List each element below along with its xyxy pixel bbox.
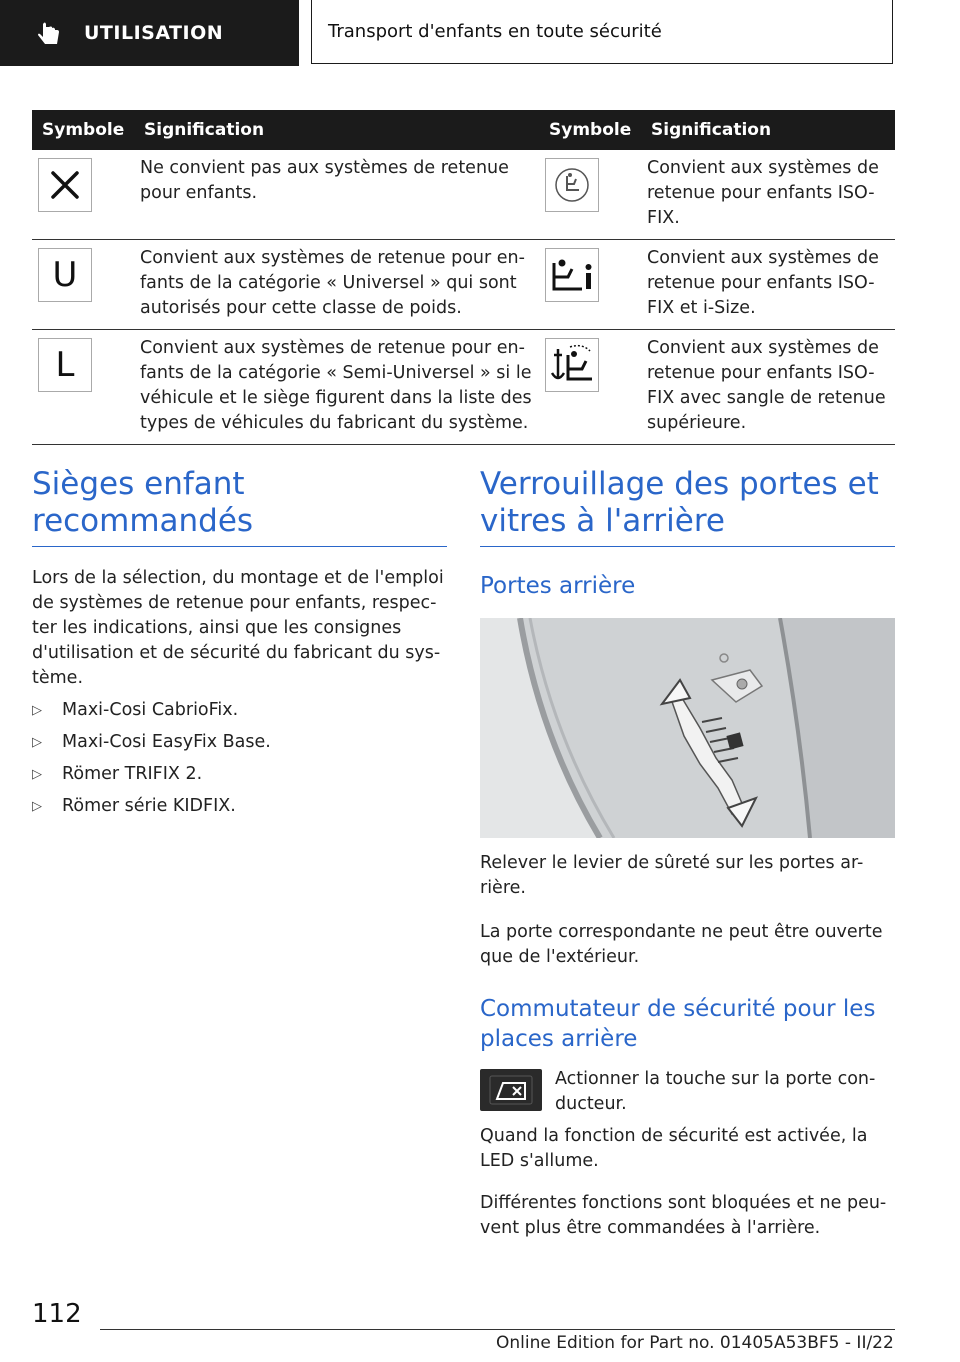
door-child-lock-lever-photo (480, 618, 895, 838)
table-cell: Convient aux systèmes de retenue pour enfants ISO-FIX. (641, 150, 895, 240)
triangle-bullet-icon: ▷ (32, 703, 42, 718)
list-item: ▷ Römer série KIDFIX. (32, 796, 236, 816)
triangle-bullet-icon: ▷ (32, 799, 42, 814)
section-tab (0, 0, 299, 66)
isofix-isize-seat-icon (545, 248, 599, 302)
chapter-header (311, 0, 893, 64)
subheading-rear-doors: Portes arrière (480, 573, 636, 599)
intro-paragraph: Lors de la sélection, du montage et de l'emploi de systèmes de retenue pour enfants, respec- ter les indications, ainsi que les consignes d'utilisation et de sécurité du fabricant du sys- tème. (32, 568, 444, 688)
isofix-top-tether-icon (545, 338, 599, 392)
paragraph-press-button: Actionner la touche sur la porte con- ducteur. (555, 1069, 876, 1114)
table-cell: Convient aux systèmes de retenue pour enfants ISO-FIX et i-Size. (641, 240, 895, 330)
paragraph-door-open: La porte correspondante ne peut être ouverte que de l'extérieur. (480, 922, 883, 967)
table-cell: Convient aux systèmes de retenue pour en-fants de la catégorie « Universel » qui sont autorisés pour cette classe de poids. (134, 240, 539, 330)
triangle-bullet-icon: ▷ (32, 767, 42, 782)
col-header-symbole-2: Symbole (539, 110, 641, 150)
chapter-title: Transport d'enfants en toute sécurité (328, 21, 662, 42)
symbol-table (32, 110, 895, 445)
window-lock-button-icon (480, 1069, 542, 1111)
section-title: UTILISATION (84, 22, 224, 44)
triangle-bullet-icon: ▷ (32, 735, 42, 750)
heading-door-window-lock: Verrouillage des portes et vitres à l'arrière (480, 466, 879, 539)
table-row (32, 330, 895, 445)
subheading-safety-switch: Commutateur de sécurité pour les places arrière (480, 996, 876, 1052)
col-header-signification-2: Signification (641, 110, 895, 150)
col-header-signification: Signification (134, 110, 539, 150)
page-number: 112 (32, 1299, 82, 1329)
list-item: ▷ Römer TRIFIX 2. (32, 764, 203, 784)
letter-u-icon: U (38, 248, 92, 302)
hand-pointer-icon (34, 18, 64, 48)
letter-l-icon: L (38, 338, 92, 392)
table-header-row (32, 110, 895, 150)
table-cell: Convient aux systèmes de retenue pour en-fants de la catégorie « Semi-Universel » si le véhicule et le siège figurent dans la liste des types de véhicules du fabricant du système. (134, 330, 539, 445)
table-cell: Convient aux systèmes de retenue pour enfants ISO-FIX avec sangle de retenue supérieure. (641, 330, 895, 445)
table-row (32, 150, 895, 240)
table-cell: Ne convient pas aux systèmes de retenue pour enfants. (134, 150, 539, 240)
isofix-seat-icon (545, 158, 599, 212)
footer-rule (100, 1329, 895, 1330)
paragraph-functions-blocked: Différentes fonctions sont bloquées et ne peu- vent plus être commandées à l'arrière. (480, 1193, 887, 1238)
list-item: ▷ Maxi-Cosi EasyFix Base. (32, 732, 271, 752)
heading-rule (32, 546, 447, 547)
paragraph-lever: Relever le levier de sûreté sur les portes ar- rière. (480, 853, 864, 898)
col-header-symbole: Symbole (32, 110, 134, 150)
table-row (32, 240, 895, 330)
paragraph-led: Quand la fonction de sécurité est activée, la LED s'allume. (480, 1126, 868, 1171)
list-item: ▷ Maxi-Cosi CabrioFix. (32, 700, 239, 720)
heading-rule (480, 546, 895, 547)
x-mark-icon (38, 158, 92, 212)
heading-recommended-seats: Sièges enfant recommandés (32, 466, 254, 539)
edition-note: Online Edition for Part no. 01405A53BF5 - II/22 (496, 1333, 894, 1353)
